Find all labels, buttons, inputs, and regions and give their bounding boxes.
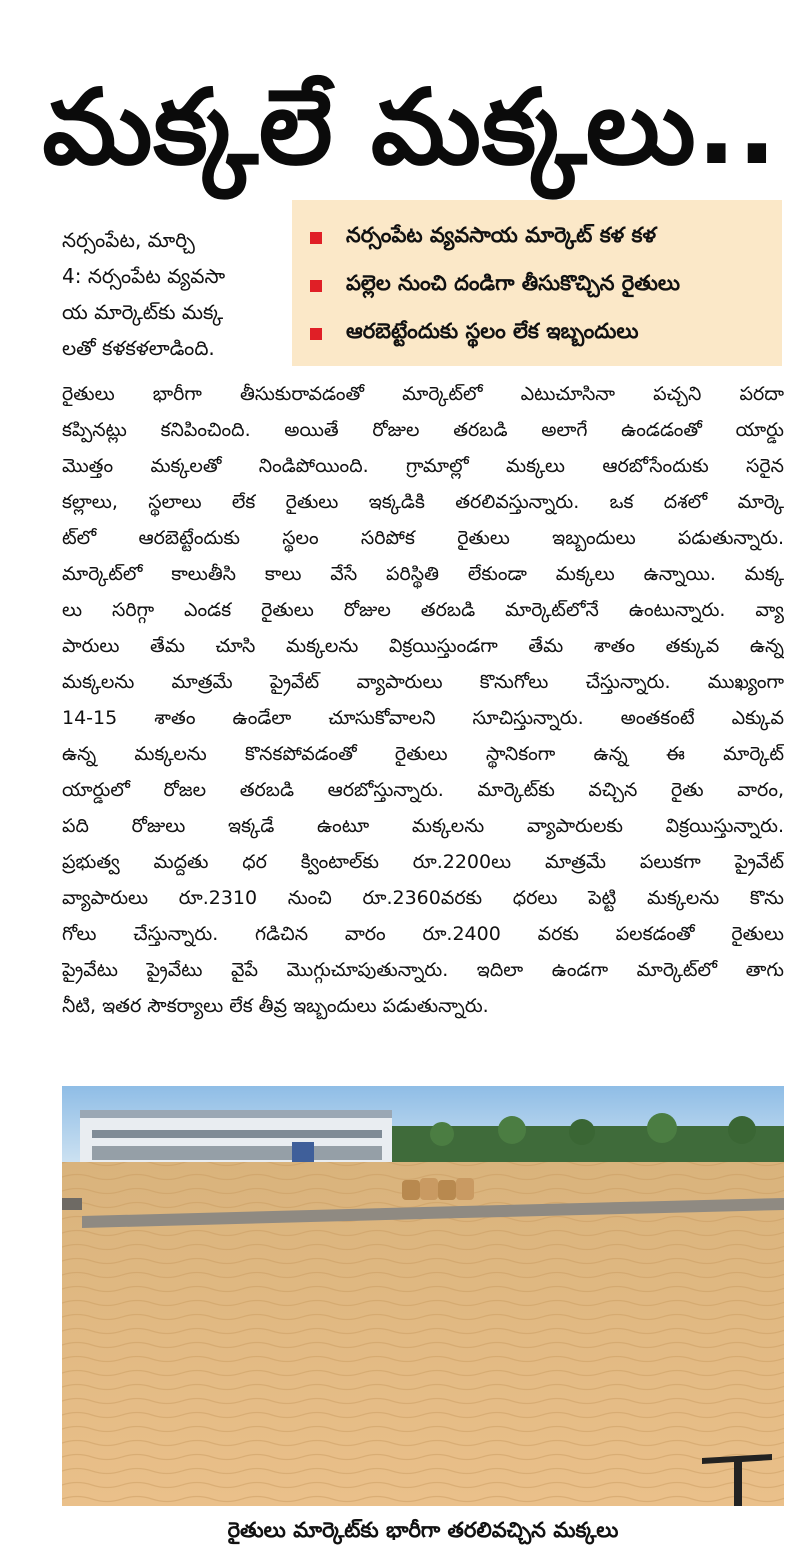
body-line: ప్రైవేటు ప్రైవేటు వైపే మొగ్గుచూపుతున్నారు. ఇదిలా ఉండగా మార్కెట్‌లో తాగు (62, 959, 784, 981)
dateline-line: నర్సంపేట, మార్చి (62, 228, 195, 252)
red-square-bullet-icon (310, 328, 322, 340)
article-body (62, 376, 784, 1024)
headline: మక్కలే మక్కలు.. (42, 66, 778, 188)
red-square-bullet-icon (310, 280, 322, 292)
body-line: ట్‌లో ఆరబెట్టేందుకు స్థలం సరిపోక రైతులు ఇబ్బందులు పడుతున్నారు. (62, 527, 784, 549)
body-line: యార్డులో రోజల తరబడి ఆరబోస్తున్నారు. మార్కెట్‌కు వచ్చిన రైతు వారం, (62, 779, 784, 801)
warehouse-building (80, 1110, 392, 1166)
dateline-line: య మార్కెట్‌కు మక్క (62, 300, 224, 324)
highlight-item (310, 214, 772, 262)
highlight-text: పల్లెల నుంచి దండిగా తీసుకొచ్చిన రైతులు (346, 271, 681, 295)
highlight-text: నర్సంపేట వ్యవసాయ మార్కెట్ కళ కళ (346, 223, 657, 247)
dateline-line: 4: నర్సంపేట వ్యవసా (62, 264, 226, 288)
body-line: ప్రభుత్వ మద్దతు ధర క్వింటాల్‌కు రూ.2200లు మాత్రమే పలుకగా ప్రైవేట్ (62, 851, 784, 873)
body-line: ఉన్న మక్కలను కొనకపోవడంతో రైతులు స్థానికంగా ఉన్న ఈ మార్కెట్ (62, 743, 784, 765)
highlights-box (292, 200, 782, 366)
dateline-paragraph (62, 222, 274, 366)
body-line: కప్పినట్లు కనిపించింది. అయితే రోజుల తరబడి అలాగే ఉండడంతో యార్డు (62, 419, 784, 441)
highlight-item (310, 262, 772, 310)
highlight-text: ఆరబెట్టేందుకు స్థలం లేక ఇబ్బందులు (346, 319, 639, 343)
dateline-line: లతో కళకళలాడింది. (62, 336, 215, 360)
body-line: 14-15 శాతం ఉండేలా చూసుకోవాలని సూచిస్తున్నారు. అంతకంటే ఎక్కువ (62, 707, 784, 729)
body-line: గోలు చేస్తున్నారు. గడిచిన వారం రూ.2400 వరకు పలకడంతో రైతులు (62, 923, 784, 945)
body-line: రైతులు భారీగా తీసుకురావడంతో మార్కెట్‌లో ఎటుచూసినా పచ్చని పరదా (62, 383, 784, 405)
body-line: నీటి, ఇతర సౌకర్యాలు లేక తీవ్ర ఇబ్బందులు పడుతున్నారు. (62, 995, 489, 1017)
red-square-bullet-icon (310, 232, 322, 244)
body-line: మార్కెట్‌లో కాలుతీసి కాలు వేసే పరిస్థితి లేకుండా మక్కలు ఉన్నాయి. మక్క (62, 563, 784, 585)
market-photo (62, 1086, 784, 1506)
photo-caption: రైతులు మార్కెట్‌కు భారీగా తరలివచ్చిన మక్కలు (227, 1518, 619, 1542)
body-line: లు సరిగ్గా ఎండక రైతులు రోజుల తరబడి మార్కెట్‌లోనే ఉంటున్నారు. వ్యా (62, 599, 784, 621)
body-line: మక్కలను మాత్రమే ప్రైవేట్ వ్యాపారులు కొనుగోలు చేస్తున్నారు. ముఖ్యంగా (62, 671, 784, 693)
highlight-item (310, 310, 772, 358)
body-line: కల్లాలు, స్థలాలు లేక రైతులు ఇక్కడికి తరలివస్తున్నారు. ఒక దశలో మార్కె (62, 491, 784, 513)
body-line: పారులు తేమ చూసి మక్కలను విక్రయిస్తుండగా తేమ శాతం తక్కువ ఉన్న (62, 635, 784, 657)
body-line: మొత్తం మక్కలతో నిండిపోయింది. గ్రామాల్లో మక్కలు ఆరబోసేందుకు సరైన (62, 455, 784, 477)
body-line: పది రోజులు ఇక్కడే ఉంటూ మక్కలను వ్యాపారులకు విక్రయిస్తున్నారు. (62, 815, 784, 837)
body-line: వ్యాపారులు రూ.2310 నుంచి రూ.2360వరకు ధరలు పెట్టి మక్కలను కొను (62, 887, 784, 909)
market-photo-illustration (62, 1086, 784, 1506)
